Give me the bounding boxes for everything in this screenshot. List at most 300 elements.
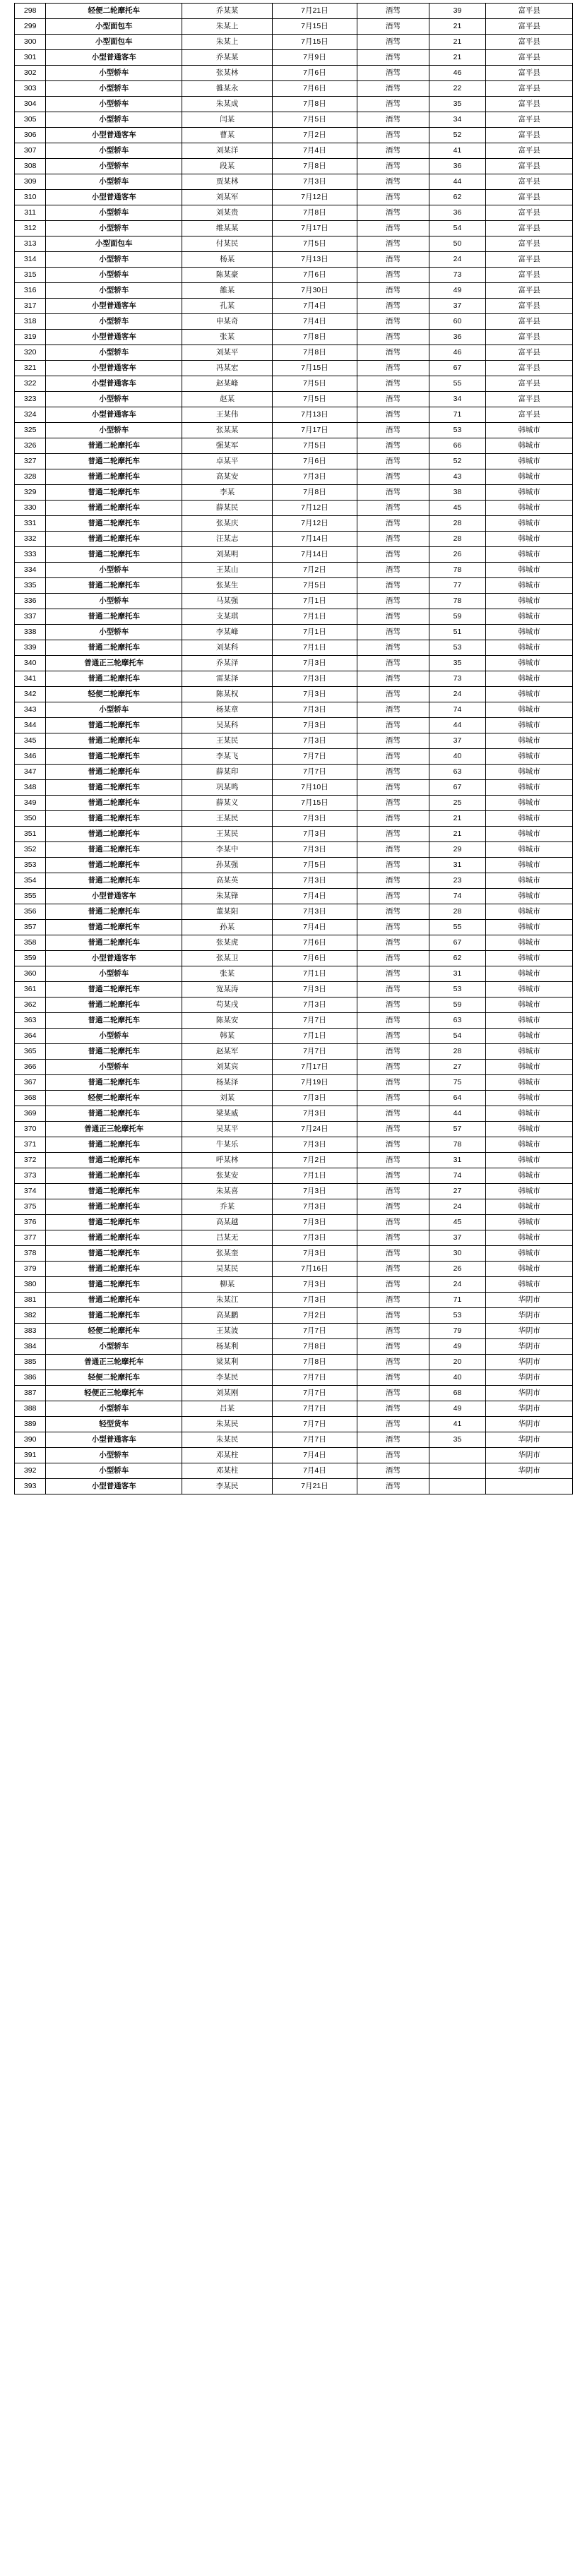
index-cell: 328 [15,469,46,485]
area-cell: 富平县 [486,97,573,112]
violation-cell: 酒驾 [357,1168,429,1184]
date-cell: 7月9日 [272,50,357,66]
violation-cell: 酒驾 [357,4,429,19]
name-cell: 刘某洋 [182,143,273,159]
violation-cell: 酒驾 [357,625,429,640]
table-row [15,1153,573,1168]
name-cell: 汪某志 [182,532,273,547]
date-cell: 7月10日 [272,780,357,796]
violation-cell: 酒驾 [357,345,429,361]
vehicle_type-cell: 普通二轮摩托车 [46,1277,182,1293]
vehicle_type-cell: 普通二轮摩托车 [46,1262,182,1277]
name-cell: 刘某宾 [182,1060,273,1075]
index-cell: 317 [15,299,46,314]
document-page [0,3,587,1494]
value-cell: 39 [429,4,486,19]
area-cell: 富平县 [486,66,573,81]
vehicle_type-cell: 轻便二轮摩托车 [46,1091,182,1106]
value-cell: 21 [429,811,486,827]
area-cell: 华阴市 [486,1386,573,1401]
value-cell: 35 [429,1432,486,1448]
vehicle_type-cell: 普通二轮摩托车 [46,609,182,625]
value-cell: 44 [429,1106,486,1122]
table-row [15,563,573,578]
table-row [15,1293,573,1308]
value-cell: 52 [429,454,486,469]
name-cell: 张某卫 [182,951,273,966]
name-cell: 李某中 [182,842,273,858]
violation-cell: 酒驾 [357,376,429,392]
name-cell: 邓某柱 [182,1448,273,1463]
vehicle_type-cell: 小型轿车 [46,594,182,609]
name-cell: 李某民 [182,1479,273,1494]
violation-cell: 酒驾 [357,1044,429,1060]
date-cell: 7月16日 [272,1262,357,1277]
table-row [15,174,573,190]
area-cell: 韩城市 [486,904,573,920]
date-cell: 7月3日 [272,1199,357,1215]
date-cell: 7月13日 [272,407,357,423]
area-cell: 富平县 [486,128,573,143]
date-cell: 7月2日 [272,1308,357,1324]
date-cell: 7月1日 [272,609,357,625]
table-row [15,128,573,143]
area-cell: 富平县 [486,376,573,392]
table-row [15,330,573,345]
table-row [15,780,573,796]
index-cell: 307 [15,143,46,159]
value-cell: 53 [429,1308,486,1324]
name-cell: 维某某 [182,221,273,236]
area-cell: 韩城市 [486,547,573,563]
table-row [15,1308,573,1324]
value-cell: 40 [429,1370,486,1386]
area-cell: 韩城市 [486,1246,573,1262]
area-cell: 富平县 [486,174,573,190]
name-cell: 张某安 [182,1168,273,1184]
index-cell: 363 [15,1013,46,1029]
value-cell: 68 [429,1386,486,1401]
name-cell: 李某 [182,485,273,501]
violation-cell: 酒驾 [357,702,429,718]
table-row [15,299,573,314]
vehicle_type-cell: 普通二轮摩托车 [46,671,182,687]
violation-cell: 酒驾 [357,35,429,50]
area-cell: 韩城市 [486,858,573,873]
table-row [15,4,573,19]
index-cell: 338 [15,625,46,640]
vehicle_type-cell: 小型轿车 [46,252,182,268]
date-cell: 7月3日 [272,1106,357,1122]
value-cell: 23 [429,873,486,889]
vehicle_type-cell: 小型普通客车 [46,951,182,966]
value-cell: 31 [429,966,486,982]
violation-cell: 酒驾 [357,1355,429,1370]
violation-cell: 酒驾 [357,1153,429,1168]
area-cell: 韩城市 [486,438,573,454]
date-cell: 7月7日 [272,765,357,780]
vehicle_type-cell: 普通二轮摩托车 [46,765,182,780]
index-cell: 352 [15,842,46,858]
name-cell: 薛某印 [182,765,273,780]
table-row [15,1044,573,1060]
name-cell: 张某 [182,330,273,345]
name-cell: 刘某明 [182,547,273,563]
area-cell: 韩城市 [486,1184,573,1199]
date-cell: 7月1日 [272,640,357,656]
violation-cell: 酒驾 [357,1308,429,1324]
index-cell: 391 [15,1448,46,1463]
date-cell: 7月14日 [272,547,357,563]
vehicle_type-cell: 普通二轮摩托车 [46,1106,182,1122]
index-cell: 350 [15,811,46,827]
index-cell: 355 [15,889,46,904]
area-cell: 华阴市 [486,1432,573,1448]
value-cell: 73 [429,671,486,687]
name-cell: 吴某科 [182,718,273,733]
vehicle_type-cell: 小型轿车 [46,1463,182,1479]
index-cell: 361 [15,982,46,998]
index-cell: 370 [15,1122,46,1137]
area-cell: 韩城市 [486,749,573,765]
area-cell: 韩城市 [486,687,573,702]
violation-cell: 酒驾 [357,19,429,35]
value-cell: 46 [429,345,486,361]
index-cell: 300 [15,35,46,50]
vehicle_type-cell: 普通二轮摩托车 [46,578,182,594]
name-cell: 王某民 [182,733,273,749]
value-cell: 27 [429,1060,486,1075]
name-cell: 吕某 [182,1401,273,1417]
violation-cell: 酒驾 [357,858,429,873]
date-cell: 7月8日 [272,345,357,361]
value-cell: 44 [429,174,486,190]
date-cell: 7月14日 [272,532,357,547]
vehicle_type-cell: 普通二轮摩托车 [46,547,182,563]
name-cell: 雒某永 [182,81,273,97]
index-cell: 353 [15,858,46,873]
violation-cell: 酒驾 [357,1401,429,1417]
value-cell: 46 [429,66,486,81]
name-cell: 赵某峰 [182,376,273,392]
vehicle_type-cell: 普通二轮摩托车 [46,904,182,920]
violation-cell: 酒驾 [357,392,429,407]
area-cell: 富平县 [486,50,573,66]
value-cell: 55 [429,376,486,392]
name-cell: 朱某江 [182,1293,273,1308]
name-cell: 李某民 [182,1370,273,1386]
index-cell: 335 [15,578,46,594]
vehicle_type-cell: 普通二轮摩托车 [46,920,182,935]
area-cell: 韩城市 [486,469,573,485]
table-row [15,982,573,998]
table-row [15,205,573,221]
vehicle_type-cell: 小型轿车 [46,1029,182,1044]
name-cell: 苟某戌 [182,998,273,1013]
date-cell: 7月19日 [272,1075,357,1091]
area-cell: 韩城市 [486,1060,573,1075]
table-row [15,1013,573,1029]
value-cell: 53 [429,640,486,656]
violation-cell: 酒驾 [357,904,429,920]
area-cell: 韩城市 [486,563,573,578]
table-row [15,889,573,904]
area-cell: 韩城市 [486,1075,573,1091]
index-cell: 347 [15,765,46,780]
vehicle_type-cell: 普通二轮摩托车 [46,1215,182,1230]
vehicle_type-cell: 普通二轮摩托车 [46,998,182,1013]
index-cell: 319 [15,330,46,345]
name-cell: 吴某平 [182,1122,273,1137]
value-cell: 24 [429,252,486,268]
area-cell: 华阴市 [486,1308,573,1324]
value-cell: 75 [429,1075,486,1091]
vehicle_type-cell: 小型面包车 [46,19,182,35]
vehicle_type-cell: 小型轿车 [46,159,182,174]
table-row [15,438,573,454]
vehicle_type-cell: 轻便二轮摩托车 [46,687,182,702]
table-row [15,112,573,128]
index-cell: 305 [15,112,46,128]
vehicle_type-cell: 小型轿车 [46,143,182,159]
date-cell: 7月3日 [272,873,357,889]
index-cell: 341 [15,671,46,687]
index-cell: 367 [15,1075,46,1091]
vehicle_type-cell: 小型普通客车 [46,376,182,392]
violation-cell: 酒驾 [357,687,429,702]
vehicle_type-cell: 普通二轮摩托车 [46,1168,182,1184]
area-cell: 富平县 [486,143,573,159]
table-row [15,66,573,81]
date-cell: 7月8日 [272,330,357,345]
value-cell: 63 [429,1013,486,1029]
index-cell: 323 [15,392,46,407]
index-cell: 378 [15,1246,46,1262]
violation-cell: 酒驾 [357,454,429,469]
vehicle_type-cell: 小型轿车 [46,205,182,221]
value-cell: 28 [429,532,486,547]
table-row [15,951,573,966]
table-row [15,1479,573,1494]
table-row [15,1199,573,1215]
index-cell: 340 [15,656,46,671]
value-cell: 60 [429,314,486,330]
vehicle_type-cell: 小型轿车 [46,174,182,190]
violation-cell: 酒驾 [357,1075,429,1091]
date-cell: 7月12日 [272,501,357,516]
vehicle_type-cell: 普通二轮摩托车 [46,640,182,656]
value-cell: 21 [429,50,486,66]
violation-cell: 酒驾 [357,920,429,935]
area-cell: 富平县 [486,283,573,299]
value-cell: 74 [429,889,486,904]
name-cell: 张某林 [182,66,273,81]
value-cell: 43 [429,469,486,485]
index-cell: 385 [15,1355,46,1370]
table-row [15,1075,573,1091]
value-cell: 57 [429,1122,486,1137]
area-cell: 韩城市 [486,423,573,438]
date-cell: 7月2日 [272,1153,357,1168]
area-cell: 韩城市 [486,811,573,827]
value-cell: 26 [429,1262,486,1277]
date-cell: 7月3日 [272,174,357,190]
name-cell: 乔某某 [182,50,273,66]
value-cell: 78 [429,594,486,609]
violation-cell: 酒驾 [357,780,429,796]
index-cell: 384 [15,1339,46,1355]
table-row [15,81,573,97]
area-cell: 韩城市 [486,1106,573,1122]
vehicle_type-cell: 轻型货车 [46,1417,182,1432]
index-cell: 375 [15,1199,46,1215]
vehicle_type-cell: 小型轿车 [46,1339,182,1355]
name-cell: 张某生 [182,578,273,594]
value-cell: 63 [429,765,486,780]
violation-cell: 酒驾 [357,1463,429,1479]
index-cell: 388 [15,1401,46,1417]
area-cell: 韩城市 [486,1199,573,1215]
name-cell: 乔某某 [182,4,273,19]
table-row [15,423,573,438]
violation-cell: 酒驾 [357,547,429,563]
table-row [15,733,573,749]
name-cell: 刘某刚 [182,1386,273,1401]
vehicle_type-cell: 小型轿车 [46,345,182,361]
area-cell: 韩城市 [486,1137,573,1153]
violation-cell: 酒驾 [357,128,429,143]
name-cell: 梁某利 [182,1355,273,1370]
vehicle_type-cell: 小型普通客车 [46,128,182,143]
table-row [15,827,573,842]
index-cell: 344 [15,718,46,733]
index-cell: 330 [15,501,46,516]
violation-cell: 酒驾 [357,330,429,345]
area-cell: 韩城市 [486,889,573,904]
value-cell: 41 [429,143,486,159]
index-cell: 386 [15,1370,46,1386]
area-cell: 富平县 [486,19,573,35]
value-cell: 37 [429,733,486,749]
vehicle_type-cell: 普通二轮摩托车 [46,1308,182,1324]
violation-cell: 酒驾 [357,1230,429,1246]
value-cell: 24 [429,1277,486,1293]
area-cell: 韩城市 [486,609,573,625]
value-cell: 34 [429,112,486,128]
table-row [15,594,573,609]
name-cell: 段某 [182,159,273,174]
date-cell: 7月3日 [272,827,357,842]
vehicle_type-cell: 小型面包车 [46,35,182,50]
area-cell: 富平县 [486,252,573,268]
vehicle_type-cell: 普通二轮摩托车 [46,1044,182,1060]
date-cell: 7月8日 [272,205,357,221]
value-cell: 54 [429,221,486,236]
value-cell: 55 [429,920,486,935]
violation-cell: 酒驾 [357,1386,429,1401]
date-cell: 7月24日 [272,1122,357,1137]
table-row [15,1448,573,1463]
area-cell: 韩城市 [486,594,573,609]
vehicle_type-cell: 普通二轮摩托车 [46,858,182,873]
value-cell: 78 [429,1137,486,1153]
area-cell: 韩城市 [486,532,573,547]
area-cell: 韩城市 [486,780,573,796]
value-cell: 20 [429,1355,486,1370]
violation-cell: 酒驾 [357,640,429,656]
area-cell: 富平县 [486,361,573,376]
value-cell: 28 [429,516,486,532]
vehicle_type-cell: 普通二轮摩托车 [46,1075,182,1091]
violation-cell: 酒驾 [357,749,429,765]
area-cell: 韩城市 [486,998,573,1013]
area-cell: 韩城市 [486,485,573,501]
value-cell: 45 [429,1215,486,1230]
vehicle_type-cell: 小型轿车 [46,283,182,299]
vehicle_type-cell: 小型普通客车 [46,330,182,345]
violation-cell: 酒驾 [357,159,429,174]
date-cell: 7月4日 [272,143,357,159]
index-cell: 374 [15,1184,46,1199]
vehicle_type-cell: 轻便二轮摩托车 [46,1370,182,1386]
vehicle_type-cell: 普通二轮摩托车 [46,1199,182,1215]
date-cell: 7月6日 [272,81,357,97]
area-cell: 韩城市 [486,920,573,935]
table-row [15,361,573,376]
area-cell: 韩城市 [486,935,573,951]
area-cell: 韩城市 [486,982,573,998]
name-cell: 张某庆 [182,516,273,532]
value-cell: 28 [429,1044,486,1060]
index-cell: 368 [15,1091,46,1106]
vehicle_type-cell: 普通二轮摩托车 [46,485,182,501]
table-row [15,159,573,174]
area-cell: 韩城市 [486,951,573,966]
violation-cell: 酒驾 [357,842,429,858]
index-cell: 379 [15,1262,46,1277]
index-cell: 376 [15,1215,46,1230]
violation-cell: 酒驾 [357,951,429,966]
table-row [15,640,573,656]
name-cell: 董某阳 [182,904,273,920]
name-cell: 刘某军 [182,190,273,205]
table-row [15,547,573,563]
area-cell: 韩城市 [486,718,573,733]
table-row [15,858,573,873]
violation-cell: 酒驾 [357,563,429,578]
vehicle_type-cell: 普通二轮摩托车 [46,733,182,749]
value-cell: 21 [429,827,486,842]
violation-cell: 酒驾 [357,407,429,423]
value-cell: 67 [429,780,486,796]
vehicle_type-cell: 普通二轮摩托车 [46,935,182,951]
name-cell: 王某伟 [182,407,273,423]
date-cell: 7月7日 [272,1401,357,1417]
table-row [15,97,573,112]
violation-cell: 酒驾 [357,1184,429,1199]
violation-cell: 酒驾 [357,205,429,221]
date-cell: 7月15日 [272,796,357,811]
vehicle_type-cell: 小型轿车 [46,268,182,283]
area-cell: 富平县 [486,345,573,361]
area-cell: 韩城市 [486,765,573,780]
name-cell: 雒某 [182,283,273,299]
date-cell: 7月8日 [272,1355,357,1370]
value-cell: 50 [429,236,486,252]
date-cell: 7月3日 [272,982,357,998]
area-cell: 韩城市 [486,671,573,687]
area-cell: 韩城市 [486,1091,573,1106]
